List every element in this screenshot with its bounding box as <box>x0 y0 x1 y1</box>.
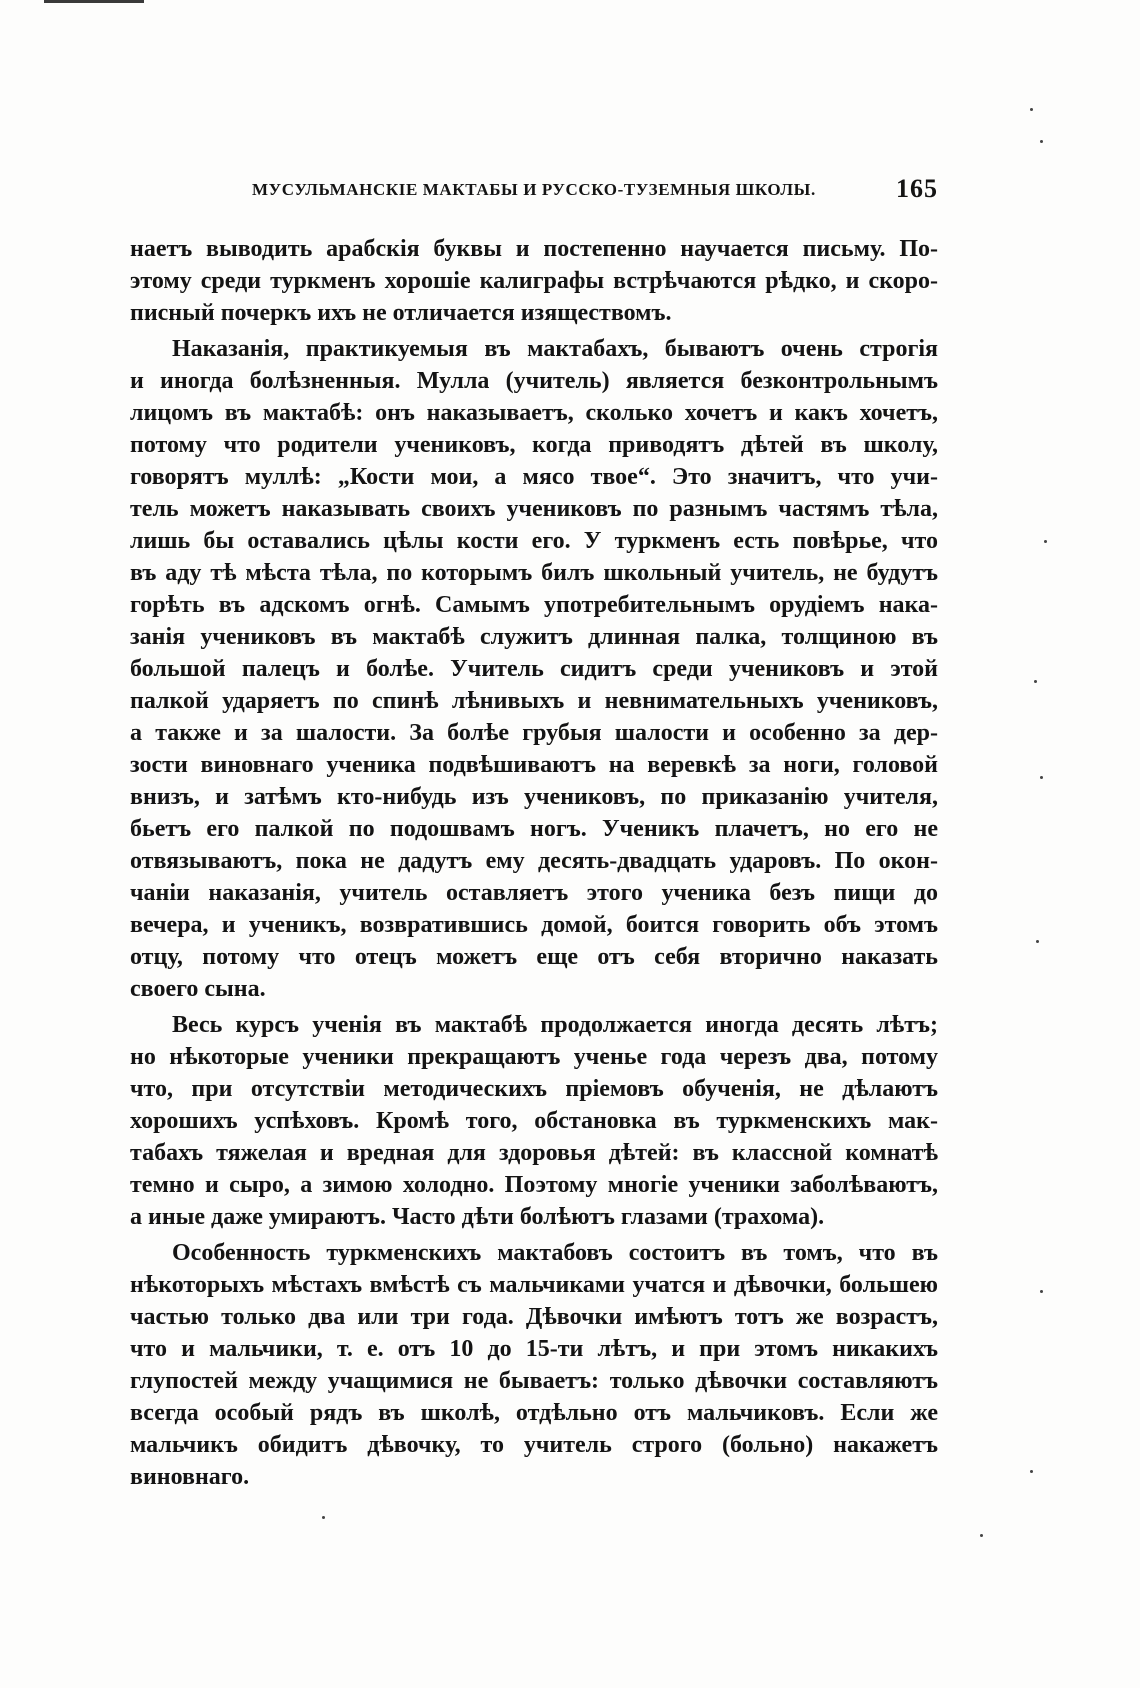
print-speck <box>1034 680 1037 683</box>
paragraph <box>130 233 938 329</box>
text-line: своего сына. <box>130 976 266 1002</box>
text-line: лицомъ въ мактабѣ: онъ наказываетъ, сколько хочетъ и какъ хочетъ, <box>130 400 938 426</box>
text-line: что и мальчики, т. е. отъ 10 до 15-ти лѣтъ, и при этомъ никакихъ <box>130 1336 938 1362</box>
text-line: бьетъ его палкой по подошвамъ ногъ. Ученикъ плачетъ, но его не <box>130 816 938 842</box>
text-line: зости виновнаго ученика подвѣшиваютъ на веревкѣ за ноги, головой <box>130 752 938 778</box>
print-speck <box>1030 108 1033 111</box>
text-line: тель можетъ наказывать своихъ учениковъ по разнымъ частямъ тѣла, <box>130 496 938 522</box>
text-line: лишь бы оставались цѣлы кости его. У туркменъ есть повѣрье, что <box>130 528 938 554</box>
text-line: этому среди туркменъ хорошіе калиграфы встрѣчаются рѣдко, и скоро- <box>130 268 938 294</box>
text-line: чаніи наказанія, учитель оставляетъ этого ученика безъ пищи до <box>130 880 938 906</box>
text-line: потому что родители учениковъ, когда приводятъ дѣтей въ школу, <box>130 432 938 458</box>
text-line: занія учениковъ въ мактабѣ служитъ длинная палка, толщиною въ <box>130 624 938 650</box>
print-speck <box>1030 1470 1033 1473</box>
text-line: внизъ, и затѣмъ кто-нибудь изъ учениковъ, по приказанію учителя, <box>130 784 938 810</box>
text-line: но нѣкоторые ученики прекращаютъ ученье года черезъ два, потому <box>130 1044 938 1070</box>
text-line: Наказанія, практикуемыя въ мактабахъ, бываютъ очень строгія <box>172 336 938 362</box>
text-line: что, при отсутствіи методическихъ пріемовъ обученія, не дѣлаютъ <box>130 1076 938 1102</box>
paragraph <box>130 333 938 1005</box>
print-speck <box>1036 940 1039 943</box>
print-speck <box>1040 776 1043 779</box>
text-line: говорятъ муллѣ: „Кости мои, а мясо твое“. Это значитъ, что учи- <box>130 464 938 490</box>
page-number: 165 <box>896 174 938 203</box>
text-line: а иные даже умираютъ. Часто дѣти болѣютъ глазами (трахома). <box>130 1204 825 1230</box>
text-line: отвязываютъ, пока не дадутъ ему десять-двадцать ударовъ. По окон- <box>130 848 938 874</box>
text-line: въ аду тѣ мѣста тѣла, по которымъ билъ школьный учитель, не будутъ <box>130 560 938 586</box>
text-line: хорошихъ успѣховъ. Кромѣ того, обстановка въ туркменскихъ мак- <box>130 1108 938 1134</box>
print-speck <box>1040 140 1043 143</box>
text-line: нѣкоторыхъ мѣстахъ вмѣстѣ съ мальчиками учатся и дѣвочки, большею <box>130 1272 938 1298</box>
text-line: мальчикъ обидитъ дѣвочку, то учитель строго (больно) накажетъ <box>130 1432 938 1458</box>
text-line: горѣть въ адскомъ огнѣ. Самымъ употребительнымъ орудіемъ нака- <box>130 592 938 618</box>
text-line: всегда особый рядъ въ школѣ, отдѣльно отъ мальчиковъ. Если же <box>130 1400 938 1426</box>
text-line: темно и сыро, а зимою холодно. Поэтому многіе ученики заболѣваютъ, <box>130 1172 938 1198</box>
text-line: вечера, и ученикъ, возвратившись домой, боится говорить объ этомъ <box>130 912 938 938</box>
page-header <box>128 174 938 206</box>
text-line: виновнаго. <box>130 1464 250 1490</box>
print-speck <box>980 1534 983 1537</box>
print-speck <box>1044 540 1047 543</box>
running-title: МУСУЛЬМАНСКІЕ МАКТАБЫ И РУССКО-ТУЗЕМНЫЯ ШКОЛЫ. <box>252 180 816 199</box>
print-speck <box>322 1516 325 1519</box>
text-line: Особенность туркменскихъ мактабовъ состоитъ въ томъ, что въ <box>172 1240 938 1266</box>
text-line: глупостей между учащимися не бываетъ: только дѣвочки составляютъ <box>130 1368 938 1394</box>
paragraph <box>130 1237 938 1493</box>
print-speck <box>1040 1290 1043 1293</box>
text-line: Весь курсъ ученія въ мактабѣ продолжается иногда десять лѣтъ; <box>172 1012 938 1038</box>
text-line: частью только два или три года. Дѣвочки имѣютъ тотъ же возрастъ, <box>130 1304 938 1330</box>
paragraph <box>130 1009 938 1233</box>
top-edge-rule <box>44 0 144 3</box>
text-line: большой палецъ и болѣе. Учитель сидитъ среди учениковъ и этой <box>130 656 938 682</box>
text-line: и иногда болѣзненныя. Мулла (учитель) является безконтрольнымъ <box>130 368 938 394</box>
body-text <box>130 233 938 1493</box>
text-line: табахъ тяжелая и вредная для здоровья дѣтей: въ классной комнатѣ <box>130 1140 938 1166</box>
text-line: наетъ выводить арабскія буквы и постепенно научается письму. По- <box>130 236 938 262</box>
text-line: а также и за шалости. За болѣе грубыя шалости и особенно за дер- <box>130 720 938 746</box>
text-line: палкой ударяетъ по спинѣ лѣнивыхъ и невнимательныхъ учениковъ, <box>130 688 938 714</box>
text-line: отцу, потому что отецъ можетъ еще отъ себя вторично наказать <box>130 944 938 970</box>
text-line: писный почеркъ ихъ не отличается изяществомъ. <box>130 300 672 326</box>
